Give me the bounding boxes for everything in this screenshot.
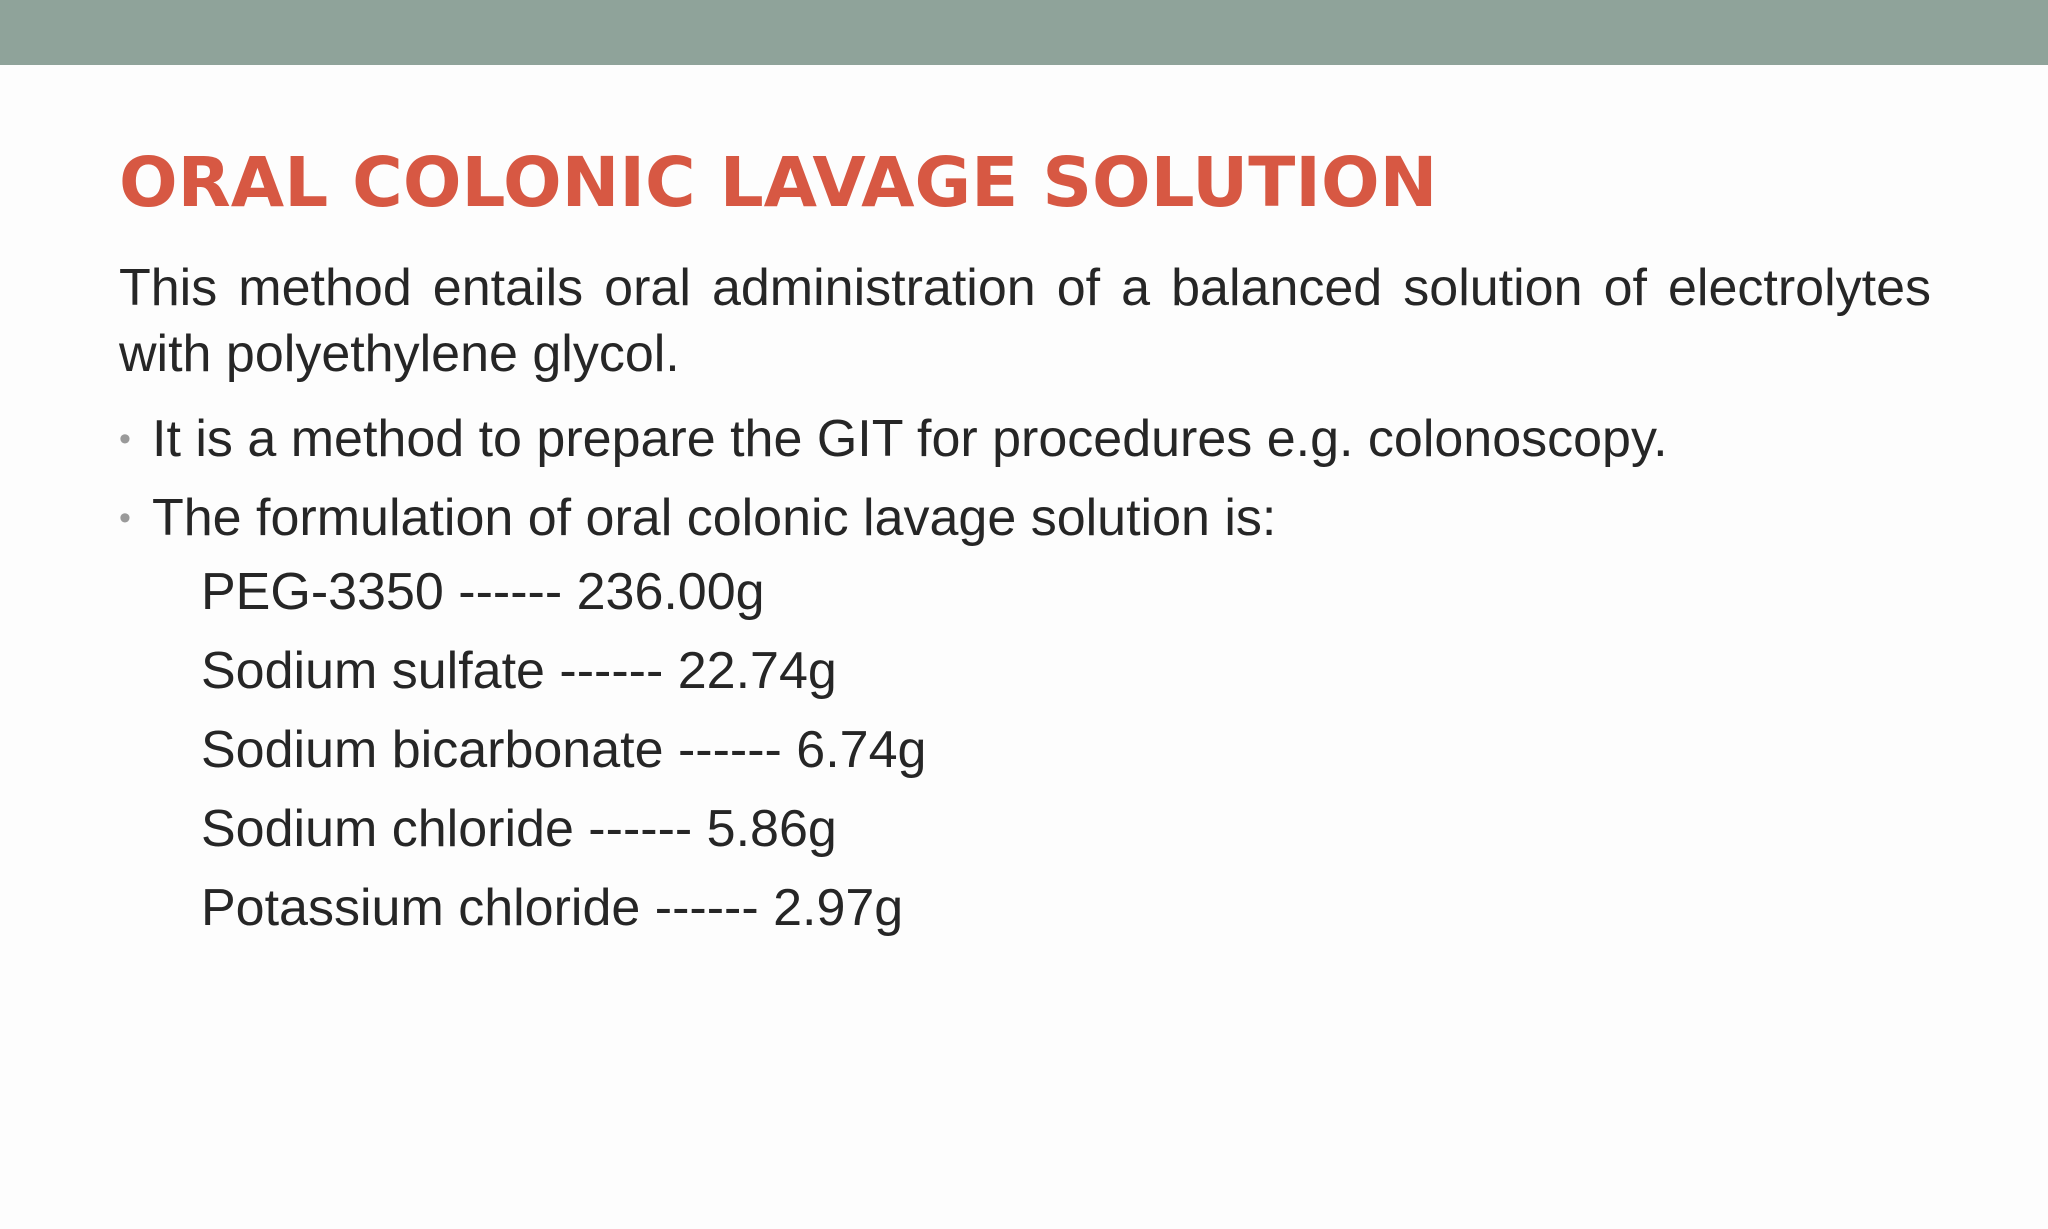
formulation-item-sodium-sulfate: Sodium sulfate ------ 22.74g — [201, 642, 837, 700]
formulation-item-sodium-bicarbonate: Sodium bicarbonate ------ 6.74g — [201, 721, 927, 779]
bullet-dot-icon: • — [119, 499, 131, 537]
formulation-item-potassium-chloride: Potassium chloride ------ 2.97g — [201, 879, 904, 937]
bullet-item — [119, 479, 1668, 558]
formulation-item-sodium-chloride: Sodium chloride ------ 5.86g — [201, 800, 837, 858]
formulation-list — [201, 553, 926, 948]
bullet-item — [119, 400, 1668, 479]
slide-title: ORAL COLONIC LAVAGE SOLUTION — [119, 143, 1438, 223]
formulation-item-peg: PEG-3350 ------ 236.00g — [201, 563, 765, 621]
intro-paragraph: This method entails oral administration of a balanced solution of electrolytes with polyethylene glycol. — [119, 259, 1931, 383]
bullet-text: The formulation of oral colonic lavage solution is: — [152, 489, 1277, 547]
bullet-text: It is a method to prepare the GIT for procedures e.g. colonoscopy. — [152, 410, 1668, 468]
top-accent-bar — [0, 0, 2048, 65]
bullet-dot-icon: • — [119, 420, 131, 458]
bullet-list — [119, 400, 1668, 558]
